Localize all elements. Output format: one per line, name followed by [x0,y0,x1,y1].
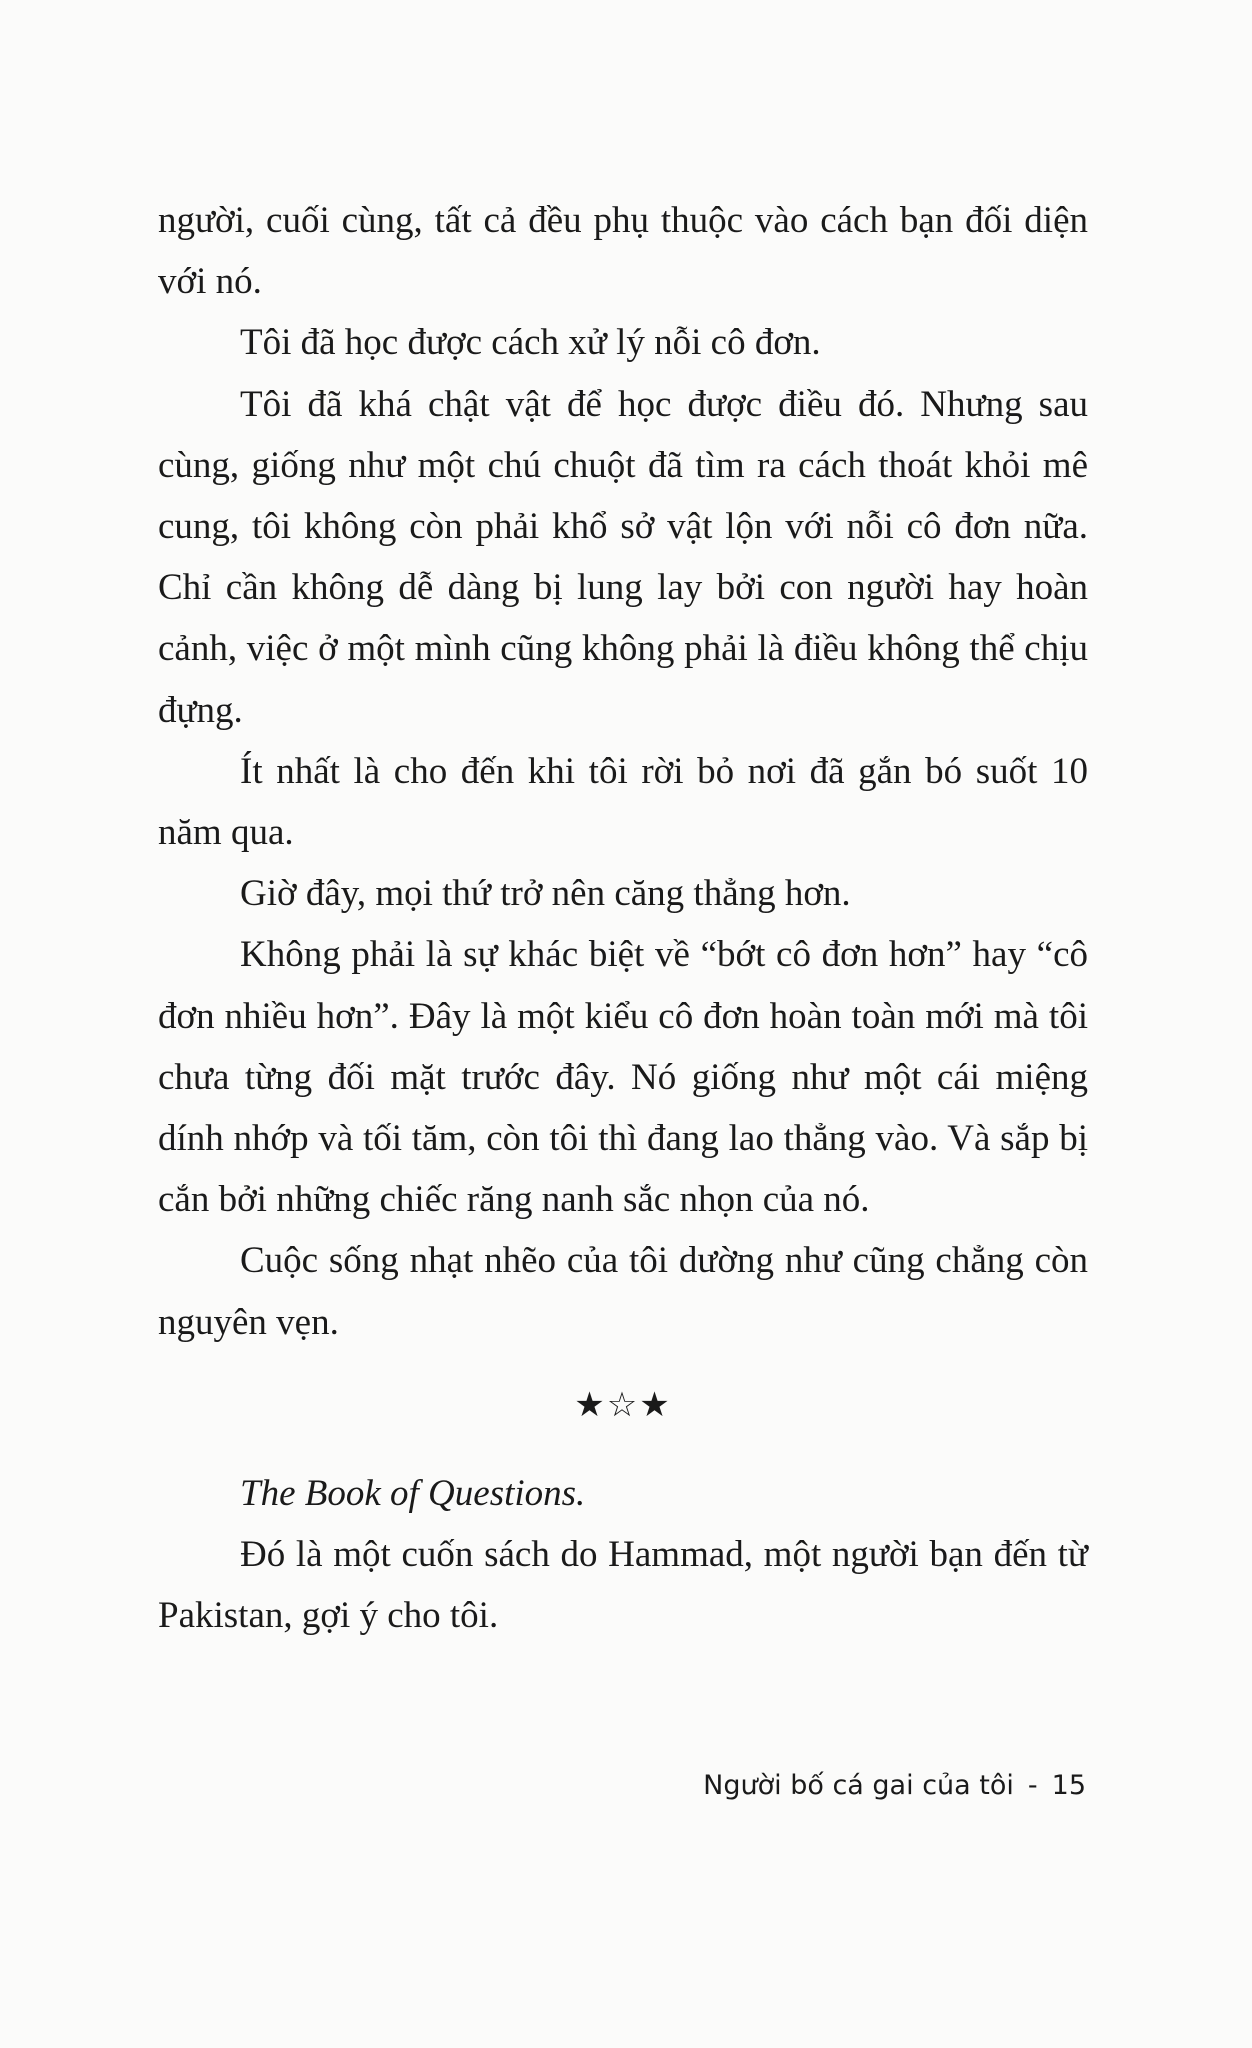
paragraph: Không phải là sự khác biệt về “bớt cô đơn hơn” hay “cô đơn nhiều hơn”. Đây là một kiểu cô đơn hoàn toàn mới mà tôi chưa từng đối mặt trước đây. Nó giống như một cái miệng dính nhớp và tối tăm, còn tôi thì đang lao thẳng vào. Và sắp bị cắn bởi những chiếc răng nanh sắc nhọn của nó. [158,934,1088,1221]
paragraph: Cuộc sống nhạt nhẽo của tôi dường như cũng chẳng còn nguyên vẹn. [158,1240,1088,1343]
running-footer [703,1770,1086,1801]
paragraph: Giờ đây, mọi thứ trở nên căng thẳng hơn. [240,873,851,915]
section-separator: ★☆★ [574,1384,672,1425]
footer-book-title: Người bố cá gai của tôi [703,1770,1014,1801]
page-number: 15 [1051,1770,1086,1801]
paragraph: Ít nhất là cho đến khi tôi rời bỏ nơi đã gắn bó suốt 10 năm qua. [158,750,1088,854]
paragraph-continued: người, cuối cùng, tất cả đều phụ thuộc vào cách bạn đối diện với nó. [158,200,1088,303]
paragraph: Tôi đã học được cách xử lý nỗi cô đơn. [240,322,821,364]
section-title: The Book of Questions. [240,1472,586,1514]
page-body [158,190,1088,1646]
paragraph: Đó là một cuốn sách do Hammad, một người bạn đến từ Pakistan, gợi ý cho tôi. [158,1534,1088,1637]
paragraph: Tôi đã khá chật vật để học được điều đó. Nhưng sau cùng, giống như một chú chuột đã tìm ra cách thoát khỏi mê cung, tôi không còn phải khổ sở vật lộn với nỗi cô đơn nữa. Chỉ cần không dễ dàng bị lung lay bởi con người hay hoàn cảnh, việc ở một mình cũng không phải là điều không thể chịu đựng. [158,383,1088,731]
footer-separator: - [1027,1770,1038,1801]
